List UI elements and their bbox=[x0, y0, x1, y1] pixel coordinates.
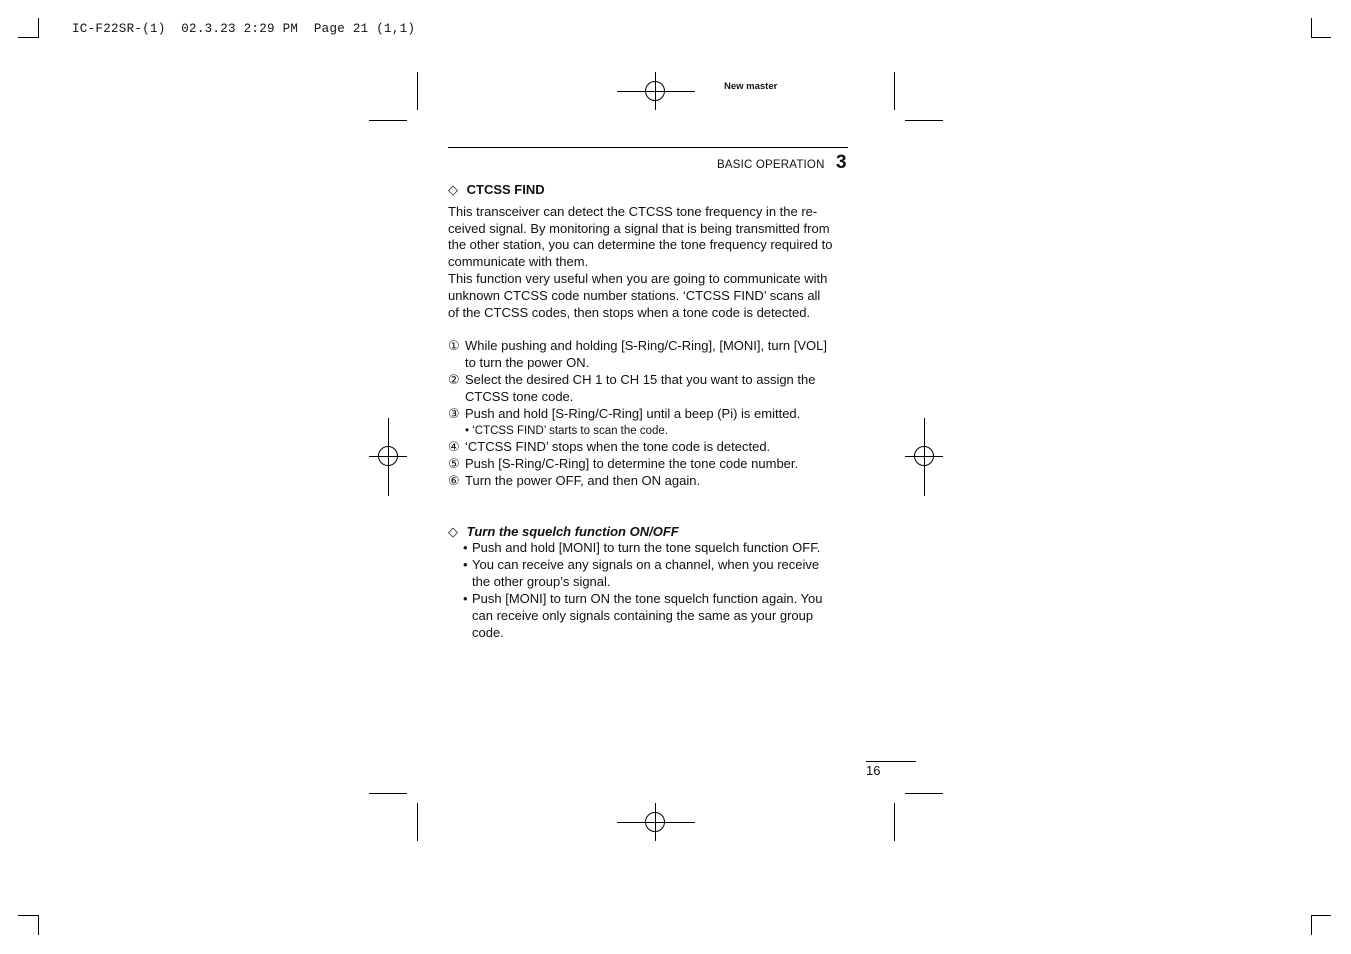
squelch-heading bbox=[448, 523, 679, 540]
bullet-text: the other group’s signal. bbox=[472, 574, 611, 589]
ctcss-function-line: of the CTCSS codes, then stops when a tone code is detected. bbox=[448, 305, 811, 320]
step-note: • ‘CTCSS FIND’ starts to scan the code. bbox=[465, 425, 668, 437]
bullet-text: You can receive any signals on a channel, when you receive bbox=[472, 557, 820, 572]
ctcss-intro-line: communicate with them. bbox=[448, 254, 589, 269]
step-number: ② bbox=[448, 372, 460, 387]
crop-mark bbox=[18, 37, 38, 38]
print-slug: IC-F22SR-(1) 02.3.23 2:29 PM Page 21 (1,1) bbox=[72, 22, 416, 36]
trim-mark bbox=[905, 120, 943, 121]
step-text: While pushing and holding [S-Ring/C-Ring], [MONI], turn [VOL] bbox=[465, 338, 827, 353]
crop-mark bbox=[38, 915, 39, 935]
page-number: 16 bbox=[866, 763, 881, 778]
registration-mark-left bbox=[369, 418, 407, 496]
ctcss-function-line: unknown CTCSS code number stations. ‘CTCSS FIND’ scans all bbox=[448, 288, 821, 303]
trim-mark bbox=[905, 793, 943, 794]
section-number: 3 bbox=[836, 152, 847, 173]
step-number: ⑥ bbox=[448, 473, 460, 488]
trim-mark bbox=[894, 72, 895, 110]
bullet-icon: • bbox=[463, 557, 468, 572]
ctcss-intro-line: ceived signal. By monitoring a signal that is being transmitted from bbox=[448, 221, 830, 236]
ctcss-heading bbox=[448, 181, 545, 198]
crop-mark bbox=[1311, 37, 1331, 38]
registration-mark-right bbox=[905, 418, 943, 496]
squelch-heading-text: Turn the squelch function ON/OFF bbox=[466, 524, 679, 539]
bullet-text: Push [MONI] to turn ON the tone squelch function again. You bbox=[472, 591, 823, 606]
step-text: to turn the power ON. bbox=[465, 355, 590, 370]
registration-mark-top bbox=[617, 72, 695, 110]
bullet-text: code. bbox=[472, 625, 504, 640]
bullet-text: can receive only signals containing the same as your group bbox=[472, 608, 814, 623]
step-number: ③ bbox=[448, 406, 460, 421]
diamond-icon: ◇ bbox=[448, 182, 458, 197]
trim-mark bbox=[417, 72, 418, 110]
step-text: CTCSS tone code. bbox=[465, 389, 574, 404]
ctcss-intro-line: This transceiver can detect the CTCSS tone frequency in the re- bbox=[448, 204, 818, 219]
crop-mark bbox=[1311, 915, 1331, 916]
section-title: BASIC OPERATION bbox=[717, 159, 825, 171]
ctcss-intro-line: the other station, you can determine the tone frequency required to bbox=[448, 237, 833, 252]
trim-mark bbox=[369, 120, 407, 121]
step-text: ‘CTCSS FIND’ stops when the tone code is detected. bbox=[465, 439, 771, 454]
trim-mark bbox=[369, 793, 407, 794]
master-label: New master bbox=[724, 81, 778, 92]
crop-mark bbox=[1311, 18, 1312, 38]
trim-mark bbox=[417, 803, 418, 841]
bullet-text: Push and hold [MONI] to turn the tone squelch function OFF. bbox=[472, 540, 821, 555]
step-text: Select the desired CH 1 to CH 15 that you want to assign the bbox=[465, 372, 816, 387]
bullet-icon: • bbox=[463, 540, 468, 555]
step-number: ① bbox=[448, 338, 460, 353]
registration-mark-bottom bbox=[617, 803, 695, 841]
step-text: Push [S-Ring/C-Ring] to determine the tone code number. bbox=[465, 456, 799, 471]
bullet-icon: • bbox=[463, 591, 468, 606]
ctcss-function-line: This function very useful when you are going to communicate with bbox=[448, 271, 828, 286]
crop-mark bbox=[18, 915, 38, 916]
ctcss-heading-text: CTCSS FIND bbox=[466, 182, 545, 197]
diamond-icon: ◇ bbox=[448, 524, 458, 539]
crop-mark bbox=[38, 18, 39, 38]
step-number: ④ bbox=[448, 439, 460, 454]
step-text: Turn the power OFF, and then ON again. bbox=[465, 473, 701, 488]
step-number: ⑤ bbox=[448, 456, 460, 471]
crop-mark bbox=[1311, 915, 1312, 935]
header-rule bbox=[448, 147, 848, 148]
trim-mark bbox=[894, 803, 895, 841]
page-number-rule bbox=[866, 761, 916, 762]
step-text: Push and hold [S-Ring/C-Ring] until a beep (Pi) is emitted. bbox=[465, 406, 801, 421]
